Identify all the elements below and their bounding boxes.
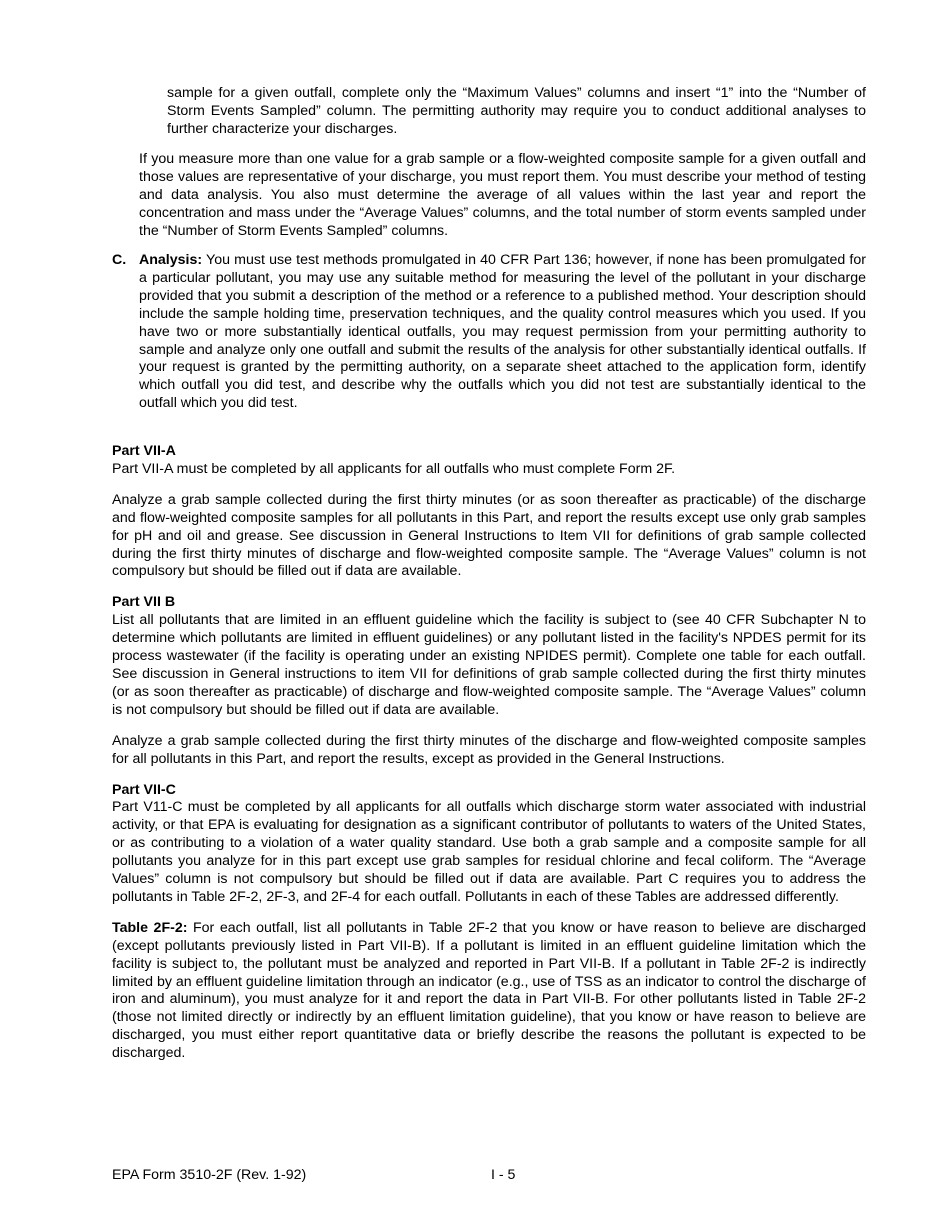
footer-page-number: I - 5	[491, 1167, 516, 1183]
table-2f2-text: For each outfall, list all pollutants in Table 2F-2 that you know or have reason to believe are discharged (except pollutants previously listed in Part VII-B). If a pollutant is limited in an effluent guideline limitation which the facility is subject to, the pollutant must be analyzed and reported in Part VII-B. If a pollutant in Table 2F-2 is indirectly limited by an effluent guideline limitation through an indicator (e.g., use of TSS as an indicator to control the discharge of iron and aluminum), you must analyze for it and report the data in Part VII-B. For other pollutants listed in Table 2F-2 (those not limited directly or indirectly by an effluent limitation guideline), that you know or have reason to believe are discharged, you must either report quantitative data or briefly describe the reasons the pollutant is expected to be discharged.	[112, 919, 866, 1062]
continued-paragraph-block	[167, 85, 866, 139]
section-c-letter: C.	[112, 252, 127, 268]
part-vii-a-heading: Part VII-A	[112, 443, 176, 459]
continued-paragraph: sample for a given outfall, complete only the “Maximum Values” columns and insert “1” into the “Number of Storm Events Sampled” column. The permitting authority may require you to conduct additional analyses to further characterize your discharges.	[167, 85, 866, 137]
footer-form-id: EPA Form 3510-2F (Rev. 1-92)	[112, 1167, 307, 1183]
parts-section	[112, 443, 866, 1063]
part-vii-c-heading: Part VII-C	[112, 781, 176, 798]
section-c-paragraph	[139, 252, 866, 413]
part-vii-c-paragraph-1: Part V11-C must be completed by all applicants for all outfalls which discharge storm water associated with industrial activity, or that EPA is evaluating for designation as a significant contributor of pollutants to waters of the United States, or as contributing to a violation of a water quality standard. Use both a grab sample and a composite sample for all pollutants you analyze for in this part except use grab samples for residual chlorine and fecal coliform. The “Average Values” column is not compulsory but should be filled out if data are available. Part C requires you to address the pollutants in Table 2F-2, 2F-3, and 2F-4 for each outfall. Pollutants in each of these Tables are addressed differently.	[112, 799, 866, 905]
table-2f2-label: Table 2F-2:	[112, 919, 188, 936]
part-vii-a-paragraph-2: Analyze a grab sample collected during the first thirty minutes (or as soon thereafter as practicable) of the discharge and flow-weighted composite samples for all pollutants in this Part, and report the results except use only grab samples for pH and oil and grease. See discussion in General Instructions to Item VII for definitions of grab sample collected during the first thirty minutes of discharge and flow-weighted composite sample. The “Average Values” column is not compulsory but should be filled out if data are available.	[112, 491, 866, 580]
table-2f2-paragraph	[112, 920, 866, 1063]
part-vii-b-heading: Part VII B	[112, 594, 176, 611]
section-c-text: You must use test methods promulgated in 40 CFR Part 136; however, if none has been promulgated for a particular pollutant, you may use any suitable method for measuring the level of the pollutant in your discharge provided that you submit a description of the method or a reference to a published method. Your description should include the sample holding time, preservation techniques, and the quality control measures which you used. If you have two or more substantially identical outfalls, you may request permission from your permitting authority to sample and analyze only one outfall and submit the results of the analysis for other substantially identical outfalls. If your request is granted by the permitting authority, on a separate sheet attached to the application form, identify which outfall you did test, and describe why the outfalls which you did not test are substantially identical to the outfall which you did test.	[139, 252, 866, 412]
section-c-analysis	[112, 252, 866, 413]
part-vii-b-paragraph-1: List all pollutants that are limited in an effluent guideline which the facility is subject to (see 40 CFR Subchapter N to determine which pollutants are limited in effluent guidelines) or any pollutant listed in the facility's NPDES permit for its process wastewater (if the facility is operating under an existing NPIDES permit). Complete one table for each outfall. See discussion in General instructions to item VII for definitions of grab sample collected during the first thirty minutes (or as soon thereafter as practicable) of discharge and flow-weighted composite sample. The “Average Values” column is not compulsory but should be filled out if data are available.	[112, 612, 866, 718]
section-c-title: Analysis:	[139, 252, 203, 268]
multiple-values-paragraph: If you measure more than one value for a grab sample or a flow-weighted composite sample for a given outfall and those values are representative of your discharge, you must report them. You must describe your method of testing and data analysis. You also must determine the average of all values within the last year and report the concentration and mass under the “Average Values” columns, and the total number of storm events sampled under the “Number of Storm Events Sampled” columns.	[139, 151, 866, 239]
part-vii-a-paragraph-1: Part VII-A must be completed by all applicants for all outfalls who must complete Form 2F.	[112, 460, 676, 477]
multiple-values-paragraph-block	[139, 151, 866, 241]
part-vii-b-paragraph-2: Analyze a grab sample collected during the first thirty minutes of the discharge and flow-weighted composite samples for all pollutants in this Part, and report the results, except as provided in the General Instructions.	[112, 732, 866, 767]
